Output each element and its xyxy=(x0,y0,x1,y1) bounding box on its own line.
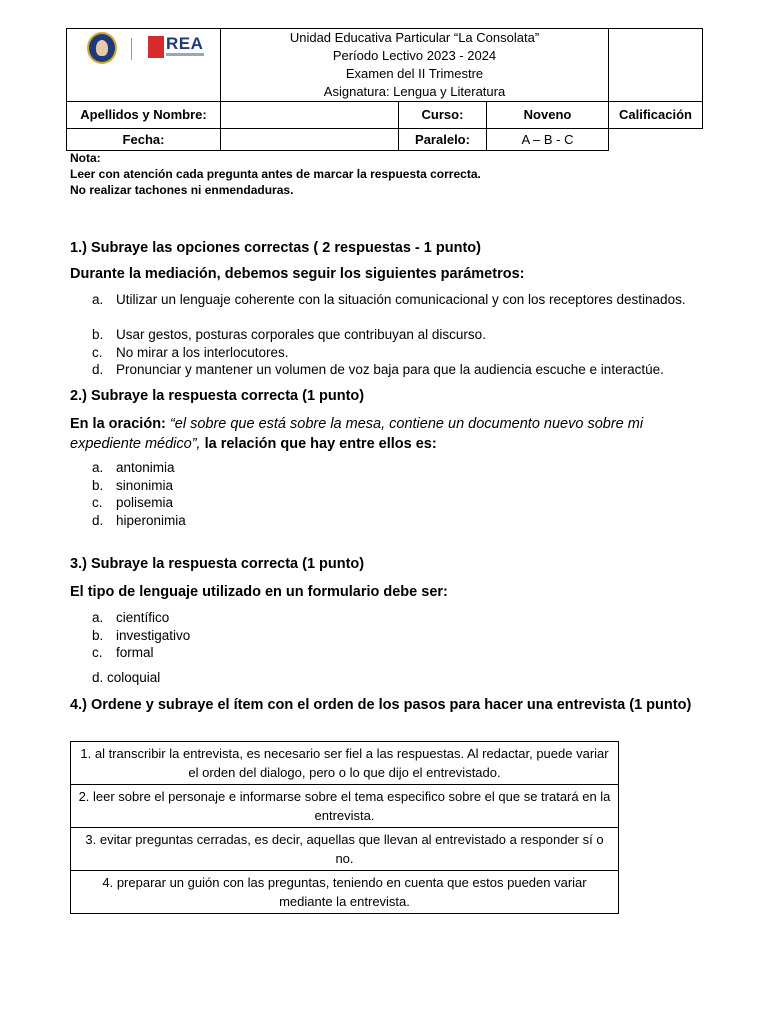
rea-logo-subline xyxy=(166,53,204,56)
q2-quote: “el sobre que está sobre la mesa, contiene un documento nuevo sobre mi expediente médico”, xyxy=(70,416,644,452)
name-field[interactable] xyxy=(221,102,399,129)
note-line-1: Leer con atención cada pregunta antes de marcar la respuesta correcta. xyxy=(70,167,481,181)
blank-cell xyxy=(609,29,703,102)
q3-option-d[interactable]: d. coloquial xyxy=(92,670,161,685)
course-value: Noveno xyxy=(487,102,609,129)
date-field[interactable] xyxy=(221,129,399,151)
note-title: Nota: xyxy=(70,151,101,165)
empty-cell xyxy=(609,129,703,151)
school-name: Unidad Educativa Particular “La Consolata” xyxy=(289,30,540,45)
school-seal-icon xyxy=(87,32,117,64)
name-label: Apellidos y Nombre: xyxy=(67,102,221,129)
grade-label: Calificación xyxy=(609,102,703,129)
exam-subject: Asignatura: Lengua y Literatura xyxy=(323,84,506,99)
school-period: Período Lectivo 2023 - 2024 xyxy=(332,48,497,63)
q4-title: 4.) Ordene y subraye el ítem con el orden de los pasos para hacer una entrevista (1 punto) xyxy=(70,697,692,713)
rea-logo-text: REA xyxy=(166,34,204,53)
school-info-cell xyxy=(221,29,609,102)
logo-divider xyxy=(131,38,132,60)
q4-step-3[interactable]: 3. evitar preguntas cerradas, es decir, aquellas que llevan al entrevistado a responder sí o no. xyxy=(71,828,619,871)
q4-step-1[interactable]: 1. al transcribir la entrevista, es necesario ser fiel a las respuestas. Al redactar, puede variar el orden del dialogo, pero o lo que dijo el entrevistado. xyxy=(71,742,619,785)
q4-steps-table xyxy=(70,741,619,914)
rea-book-icon xyxy=(148,36,164,58)
course-label: Curso: xyxy=(399,102,487,129)
q4-step-2[interactable]: 2. leer sobre el personaje e informarse sobre el tema especifico sobre el que se tratará en la entrevista. xyxy=(71,785,619,828)
q3-prompt: El tipo de lenguaje utilizado en un formulario debe ser: xyxy=(70,584,448,600)
q2-prompt: En la oración: “el sobre que está sobre la mesa, contiene un documento nuevo sobre mi expediente médico”, la relación que hay entre ellos es: xyxy=(70,416,644,452)
q3-title: 3.) Subraye la respuesta correcta (1 punto) xyxy=(70,556,365,572)
q4-step-4[interactable]: 4. preparar un guión con las preguntas, teniendo en cuenta que estos pueden variar mediante la entrevista. xyxy=(71,871,619,914)
q2-title: 2.) Subraye la respuesta correcta (1 punto) xyxy=(70,388,365,404)
date-label: Fecha: xyxy=(67,129,221,151)
parallel-value: A – B - C xyxy=(487,129,609,151)
parallel-label: Paralelo: xyxy=(399,129,487,151)
q1-title: 1.) Subraye las opciones correctas ( 2 respuestas - 1 punto) xyxy=(70,240,481,256)
exam-title: Examen del II Trimestre xyxy=(345,66,484,81)
note-line-2: No realizar tachones ni enmendaduras. xyxy=(70,183,294,197)
q1-prompt: Durante la mediación, debemos seguir los siguientes parámetros: xyxy=(70,266,525,282)
